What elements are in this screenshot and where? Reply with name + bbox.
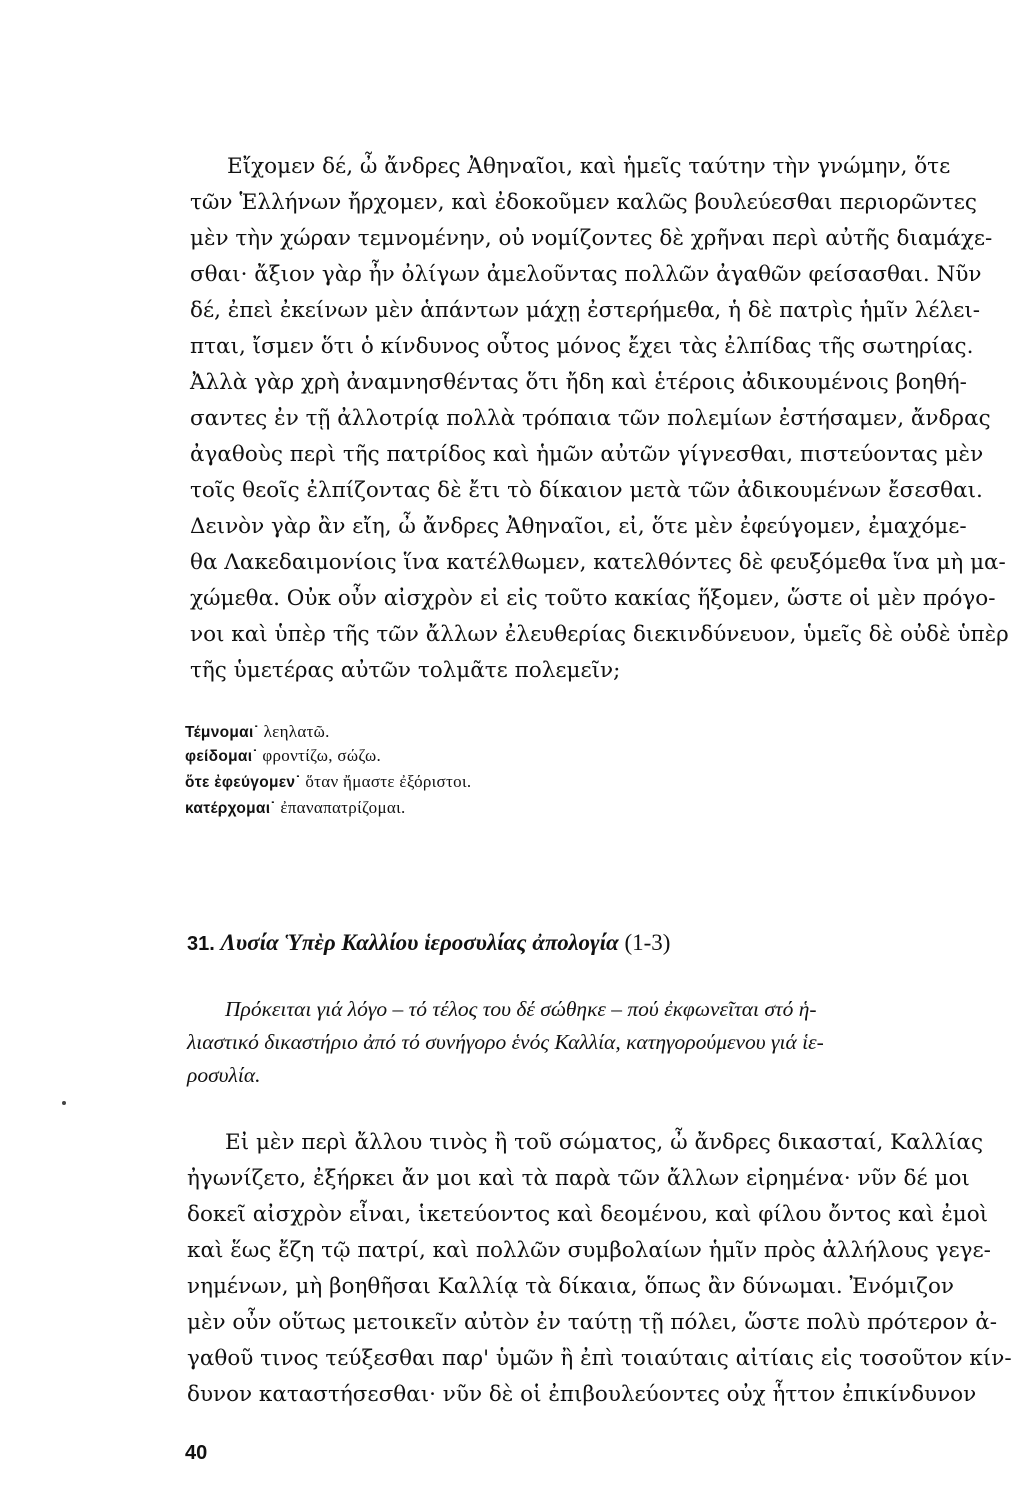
passage-1-line: Ἀλλὰ γὰρ χρὴ ἀναμνησθέντας ὅτι ἤδη καὶ ἑτέροις ἀδικουμένοις βοηθή- (190, 370, 967, 395)
passage-2-line: μὲν οὖν οὕτως μετοικεῖν αὐτὸν ἐν ταύτῃ τῇ πόλει, ὥστε πολὺ πρότερον ἀ- (187, 1310, 998, 1335)
scan-speck (62, 1101, 66, 1105)
section-title: Λυσία Ὑπὲρ Καλλίου ἱεροσυλίας ἀπολογία (220, 930, 619, 955)
glossary-term: κατέρχομαι˙ (185, 800, 276, 817)
glossary-entry (185, 746, 381, 766)
passage-1-line: μὲν τὴν χώραν τεμνομένην, οὐ νομίζοντες δὲ χρῆναι περὶ αὐτῆς διαμάχε- (190, 226, 993, 251)
section-range: (1-3) (624, 930, 671, 955)
passage-1-line: τῶν Ἑλλήνων ἤρχομεν, καὶ ἐδοκοῦμεν καλῶς βουλεύεσθαι περιορῶντες (190, 190, 977, 215)
intro-line: Πρόκειται γιά λόγο – τό τέλος του δέ σώθηκε – πού ἐκφωνεῖται στό ἡ- (225, 997, 817, 1021)
glossary-term: Τέμνομαι˙ (185, 724, 260, 741)
passage-1-line: πται, ἴσμεν ὅτι ὁ κίνδυνος οὗτος μόνος ἔχει τὰς ἐλπίδας τῆς σωτηρίας. (190, 334, 974, 359)
glossary-entry (185, 722, 330, 742)
glossary-definition: φροντίζω, σώζω. (262, 746, 382, 765)
glossary-term: φείδομαι˙ (185, 748, 258, 765)
glossary-definition: ἐπαναπατρίζομαι. (280, 798, 406, 817)
passage-1-line: χώμεθα. Οὐκ οὖν αἰσχρὸν εἰ εἰς τοῦτο κακίας ἥξομεν, ὥστε οἱ μὲν πρόγο- (190, 586, 996, 611)
passage-1-line: σαντες ἐν τῇ ἀλλοτρίᾳ πολλὰ τρόπαια τῶν πολεμίων ἐστήσαμεν, ἄνδρας (190, 406, 991, 431)
intro-line: ροσυλία. (187, 1063, 261, 1087)
passage-1-line: Δεινὸν γὰρ ἂν εἴη, ὦ ἄνδρες Ἀθηναῖοι, εἰ, ὅτε μὲν ἐφεύγομεν, ἐμαχόμε- (190, 514, 967, 539)
passage-2-line: νημένων, μὴ βοηθῆσαι Καλλίᾳ τὰ δίκαια, ὅπως ἂν δύνωμαι. Ἐνόμιζον (187, 1274, 954, 1299)
intro-line: λιαστικό δικαστήριο ἀπό τό συνήγορο ἑνός Καλλία, κατηγορούμενου γιά ἱε- (187, 1030, 824, 1054)
glossary-entry (185, 772, 471, 792)
passage-2-line: καὶ ἕως ἔζη τῷ πατρί, καὶ πολλῶν συμβολαίων ἡμῖν πρὸς ἀλλήλους γεγε- (187, 1238, 991, 1263)
glossary-term: ὅτε ἐφεύγομεν˙ (185, 774, 301, 791)
passage-1-line: ἀγαθοὺς περὶ τῆς πατρίδος καὶ ἡμῶν αὐτῶν γίγνεσθαι, πιστεύοντας μὲν (190, 442, 984, 467)
page-number: 40 (185, 1442, 208, 1464)
glossary-definition: λεηλατῶ. (263, 722, 330, 741)
passage-1-line: θα Λακεδαιμονίοις ἵνα κατέλθωμεν, κατελθόντες δὲ φευξόμεθα ἵνα μὴ μα- (190, 550, 1006, 575)
passage-2-line: δυνον καταστήσεσθαι· νῦν δὲ οἱ ἐπιβουλεύοντες οὐχ ἧττον ἐπικίνδυνον (187, 1382, 977, 1407)
passage-1-line: Εἴχομεν δέ, ὦ ἄνδρες Ἀθηναῖοι, καὶ ἡμεῖς ταύτην τὴν γνώμην, ὅτε (227, 154, 951, 179)
glossary-definition: ὅταν ἤμαστε ἐξόριστοι. (305, 772, 472, 791)
passage-1-line: δέ, ἐπεὶ ἐκείνων μὲν ἁπάντων μάχῃ ἐστερήμεθα, ἡ δὲ πατρὶς ἡμῖν λέλει- (190, 298, 981, 323)
section-heading (187, 930, 670, 956)
section-number: 31. (187, 933, 215, 955)
passage-2-line: γαθοῦ τινος τεύξεσθαι παρ' ὑμῶν ἢ ἐπὶ τοιαύταις αἰτίαις εἰς τοσοῦτον κίν- (187, 1346, 1012, 1371)
passage-1-line: νοι καὶ ὑπὲρ τῆς τῶν ἄλλων ἐλευθερίας διεκινδύνευον, ὑμεῖς δὲ οὐδὲ ὑπὲρ (190, 622, 1009, 647)
passage-2-line: δοκεῖ αἰσχρὸν εἶναι, ἱκετεύοντος καὶ δεομένου, καὶ φίλου ὄντος καὶ ἐμοὶ (187, 1202, 989, 1227)
passage-1-line: τοῖς θεοῖς ἐλπίζοντας δὲ ἔτι τὸ δίκαιον μετὰ τῶν ἀδικουμένων ἔσεσθαι. (190, 478, 983, 503)
passage-1-line: σθαι· ἄξιον γὰρ ἦν ὀλίγων ἀμελοῦντας πολλῶν ἀγαθῶν φείσασθαι. Νῦν (190, 262, 982, 287)
passage-2-line: ἠγωνίζετο, ἐξήρκει ἄν μοι καὶ τὰ παρὰ τῶν ἄλλων εἰρημένα· νῦν δέ μοι (187, 1166, 970, 1191)
glossary-entry (185, 798, 406, 818)
passage-2-line: Εἰ μὲν περὶ ἄλλου τινὸς ἢ τοῦ σώματος, ὦ ἄνδρες δικασταί, Καλλίας (225, 1130, 983, 1155)
passage-1-line: τῆς ὑμετέρας αὐτῶν τολμᾶτε πολεμεῖν; (190, 658, 621, 683)
